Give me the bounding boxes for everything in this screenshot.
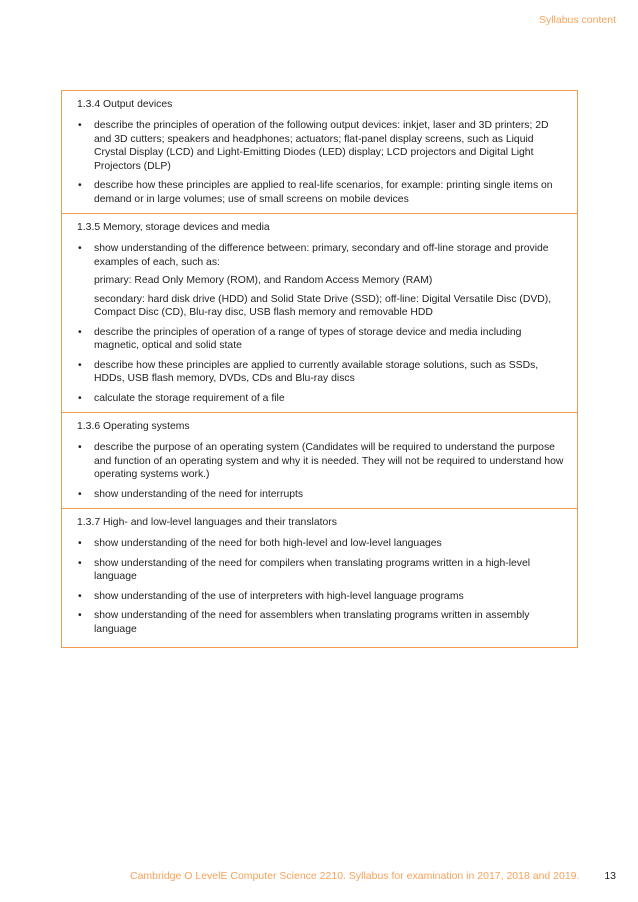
bullet-icon: • xyxy=(78,243,82,254)
list-item xyxy=(77,179,565,206)
item-subtext: primary: Read Only Memory (ROM), and Random Access Memory (RAM) xyxy=(94,275,433,286)
bullet-icon: • xyxy=(78,180,82,191)
section-languages-translators xyxy=(62,509,577,647)
list-item xyxy=(77,537,565,551)
bullet-icon: • xyxy=(78,442,82,453)
section-title: 1.3.7 High- and low-level languages and their translators xyxy=(77,517,337,528)
item-text: show understanding of the need for interrupts xyxy=(94,488,304,500)
list-item xyxy=(77,392,565,406)
item-text: show understanding of the use of interpreters with high-level language programs xyxy=(94,590,464,602)
item-text: show understanding of the need for assemblers when translating programs written in assembly language xyxy=(94,610,530,635)
page-footer: Cambridge O LevelE Computer Science 2210. Syllabus for examination in 2017, 2018 and 2019. xyxy=(130,870,580,882)
page-number: 13 xyxy=(604,870,616,882)
bullet-icon: • xyxy=(78,538,82,549)
bullet-icon: • xyxy=(78,326,82,338)
bullet-list xyxy=(77,537,565,636)
item-text: describe how these principles are applied to currently available storage solutions, such as SSDs, HDDs, USB flash memory, DVDs, CDs and Blu-ray discs xyxy=(94,359,539,384)
item-text: show understanding of the difference between: primary, secondary and off-line storage and provide examples of each, such as: xyxy=(94,243,549,268)
item-text: describe the principles of operation of a range of types of storage device and media including magnetic, optical and solid state xyxy=(94,326,522,351)
list-item xyxy=(77,557,565,584)
item-text: describe the purpose of an operating system (Candidates will be required to understand the purpose and function of an operating system and why it is needed. They will not be required to understand how operating systems work.) xyxy=(94,442,564,480)
list-item xyxy=(77,441,565,482)
list-item xyxy=(77,609,565,636)
section-memory-storage xyxy=(62,214,577,413)
bullet-icon: • xyxy=(78,610,82,621)
bullet-list xyxy=(77,441,565,501)
section-title: 1.3.6 Operating systems xyxy=(77,421,190,432)
item-subtext: secondary: hard disk drive (HDD) and Solid State Drive (SSD); off-line: Digital Versatile Disc (DVD), Compact Disc (CD), Blu-ray disc, USB flash memory and removable HDD xyxy=(94,293,552,318)
item-text: calculate the storage requirement of a file xyxy=(94,392,285,404)
item-text: show understanding of the need for compilers when translating programs written in a high-level language xyxy=(94,557,531,582)
section-operating-systems xyxy=(62,413,577,509)
item-text: describe the principles of operation of the following output devices: inkjet, laser and 3D printers; 2D and 3D cutters; speakers and headphones; actuators; flat-panel display screens, such as Liquid Crystal Display (LCD) and Light-Emitting Diodes (LED) display; LCD projectors and Digital Light Projectors (DLP) xyxy=(94,120,549,172)
bullet-icon: • xyxy=(78,120,82,131)
bullet-icon: • xyxy=(78,590,82,602)
list-item xyxy=(77,590,565,604)
list-item xyxy=(77,488,565,502)
bullet-icon: • xyxy=(78,392,82,404)
item-text: show understanding of the need for both high-level and low-level languages xyxy=(94,538,442,549)
list-item xyxy=(77,242,565,320)
syllabus-content-box xyxy=(61,90,578,648)
bullet-icon: • xyxy=(78,488,82,500)
list-item xyxy=(77,359,565,386)
bullet-icon: • xyxy=(78,557,82,569)
list-item xyxy=(77,326,565,353)
section-title: 1.3.4 Output devices xyxy=(77,99,173,110)
bullet-list xyxy=(77,119,565,206)
item-text: describe how these principles are applied to real-life scenarios, for example: printing single items on demand or in large volumes; use of small screens on mobile devices xyxy=(94,180,553,205)
bullet-icon: • xyxy=(78,359,82,371)
bullet-list xyxy=(77,242,565,405)
section-title: 1.3.5 Memory, storage devices and media xyxy=(77,222,270,233)
page-header: Syllabus content xyxy=(538,14,616,26)
list-item xyxy=(77,119,565,173)
section-output-devices xyxy=(62,91,577,214)
